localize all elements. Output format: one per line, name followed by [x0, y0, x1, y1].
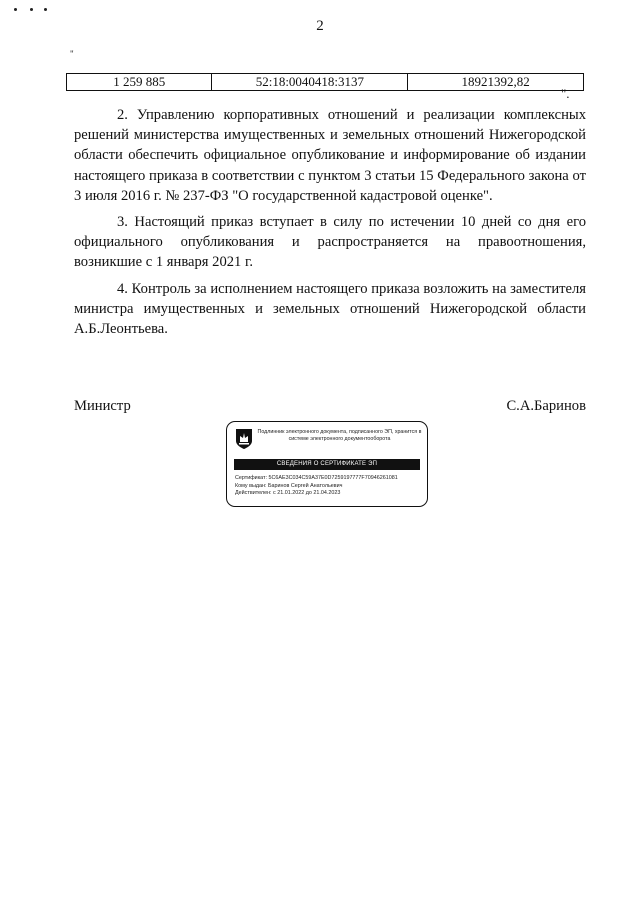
table-cell-number: 1 259 885: [67, 74, 212, 91]
opening-quote: ": [70, 49, 74, 59]
certificate-owner: Кому выдан: Баринов Сергей Анатольевич: [235, 482, 343, 489]
scan-dot: [44, 8, 47, 11]
certificate-serial: Сертификат: 5C6AE3C034C59A37E0D7259197777F70946261081: [235, 475, 398, 481]
paragraph-2: 2. Управлению корпоративных отношений и реализации комплексных решений министерства имущественных и земельных отношений Нижегородской области обеспечить официальное опубликование и информирование об издании настоящего приказа в соответствии с пунктом 3 статьи 15 Федерального закона от 3 июля 2016 г. № 237-ФЗ "О государственной кадастровой оценке".: [74, 107, 586, 204]
signer-title: Министр: [74, 398, 131, 414]
electronic-signature-stamp: [226, 421, 428, 507]
table-row: [67, 74, 584, 91]
certificate-validity: Действителен: с 21.01.2022 до 21.04.2023: [235, 490, 341, 497]
scan-dot: [30, 8, 33, 11]
paragraph-3: 3. Настоящий приказ вступает в силу по истечении 10 дней со дня его официального опубликования и распространяется на правоотношения, возникшие с 1 января 2021 г.: [74, 214, 586, 271]
stamp-header: СВЕДЕНИЯ О СЕРТИФИКАТЕ ЭП: [234, 459, 420, 470]
page-number: 2: [316, 18, 324, 34]
table-cell-value: 18921392,82: [408, 74, 584, 91]
cadastre-table: [66, 73, 584, 91]
paragraph-4: 4. Контроль за исполнением настоящего приказа возложить на заместителя министра имущественных и земельных отношений Нижегородской области А.Б.Леонтьева.: [74, 280, 586, 338]
scan-dot: [14, 8, 17, 11]
certificate-details: [235, 475, 423, 498]
order-text: [74, 105, 586, 345]
coat-of-arms-icon: [235, 428, 253, 450]
closing-quote: ".: [561, 86, 570, 101]
scan-marks: [14, 8, 48, 14]
stamp-note: Подлинник электронного документа, подписанного ЭП, хранится в системе электронного документооборота: [257, 429, 422, 442]
table-cell-cadastral-number: 52:18:0040418:3137: [212, 74, 408, 91]
signer-name: С.А.Баринов: [506, 398, 586, 414]
